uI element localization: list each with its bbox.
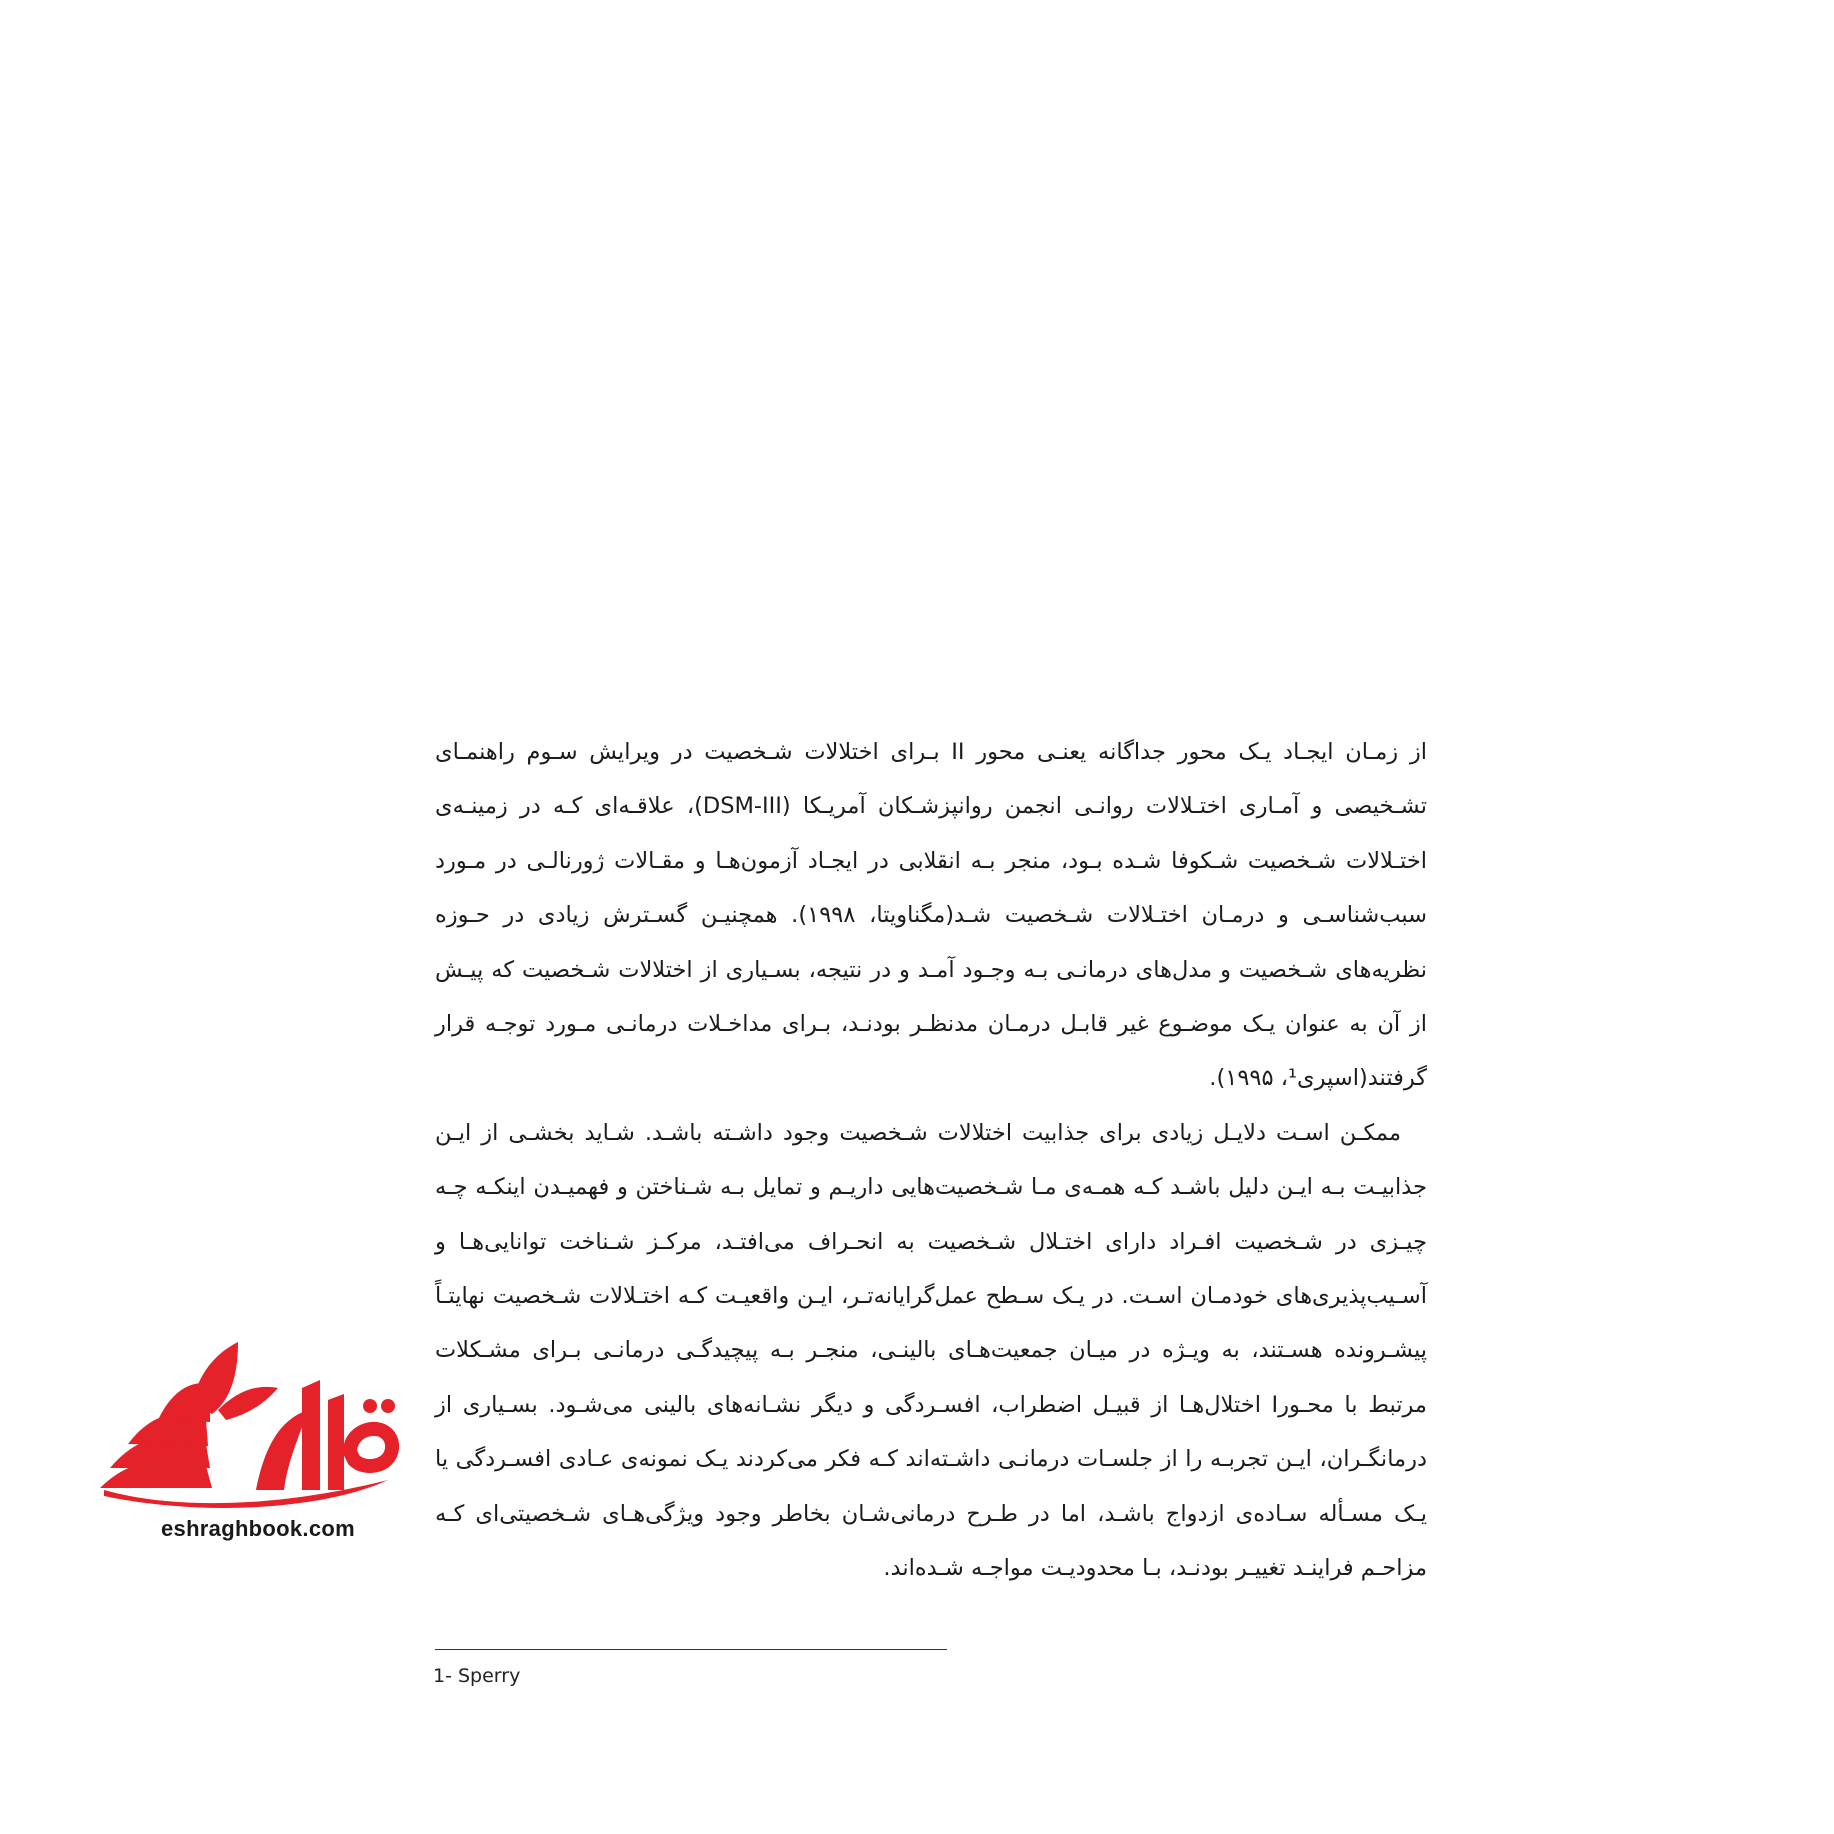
watermark-url: eshraghbook.com [161, 1516, 355, 1541]
publisher-watermark [88, 1340, 428, 1550]
paragraph-2: ممکـن اسـت دلایـل زیادی برای جذابیت اختلالات شـخصیت وجود داشـته باشـد. شـاید بخشـی از ایـن جذابیـت بـه ایـن دلیل باشـد کـه همـه‌ی مـا شـخصیت‌هایی داریـم و تمایل بـه شـناختن و فهمیـدن اینکـه چـه چیـزی در شـخصیت افـراد دارای اختـلال شـخصیت به انحـراف می‌افتـد، مرکـز شـناخت توانایی‌هـا و آسـیب‌پذیری‌های خودمـان اسـت. در یـک سـطح عمل‌گرایانه‌تـر، ایـن واقعیـت کـه اختـلالات شـخصیت نهایتـاً پیشـرونده هسـتند، به ویـژه در میـان جمعیت‌هـای بالینـی، منجـر بـه پیچیدگـی درمانـی بـرای مشـکلات مرتبط با محـورI اختلال‌هـا از قبیـل اضطراب، افسـردگی و دیگر نشـانه‌های بالینی می‌شـود. بسـیاری از درمانگـران، ایـن تجربـه را از جلسـات درمانـی داشـته‌اند کـه فکر می‌کردند یـک نمونه‌ی عـادی افسـردگی یا یـک مسـأله سـاده‌ی ازدواج باشـد، اما در طـرح درمانی‌شـان بخاطر وجود ویژگی‌هـای شـخصیتی‌ای کـه مزاحـم فراینـد تغییـر بودنـد، بـا محدودیـت مواجـه شـده‌اند. [435, 1119, 1427, 1582]
paragraph-1: از زمـان ایجـاد یـک محور جداگانه یعنـی محور II بـرای اختلالات شـخصیت در ویرایش سـوم راهنمـای تشـخیصی و آمـاری اختـلالات روانـی انجمن روانپزشـکان آمریـکا (DSM-III)، علاقـه‌ای کـه در زمینـه‌ی اختـلالات شـخصیت شـکوفا شـده بـود، منجر بـه انقلابی در ایجـاد آزمون‌هـا و مقـالات ژورنالـی در مـورد سبب‌شناسـی و درمـان اختـلالات شـخصیت شـد(مگناویتا، ۱۹۹۸). همچنیـن گسـترش زیادی در حـوزه نظریه‌های شـخصیت و مدل‌های درمانـی بـه وجـود آمـد و در نتیجه، بسـیاری از اختلالات شـخصیت که پیـش از آن به عنوان یـک موضـوع غیر قابـل درمـان مدنظـر بودنـد، بـرای مداخـلات درمانـی مـورد توجـه قرار گرفتند(اسپری¹، ۱۹۹۵). [435, 739, 1427, 1092]
body-text [435, 725, 1427, 1596]
book-logo-icon [88, 1340, 428, 1520]
footnote-divider [435, 1649, 947, 1650]
footnote: 1- Sperry [433, 1665, 521, 1687]
